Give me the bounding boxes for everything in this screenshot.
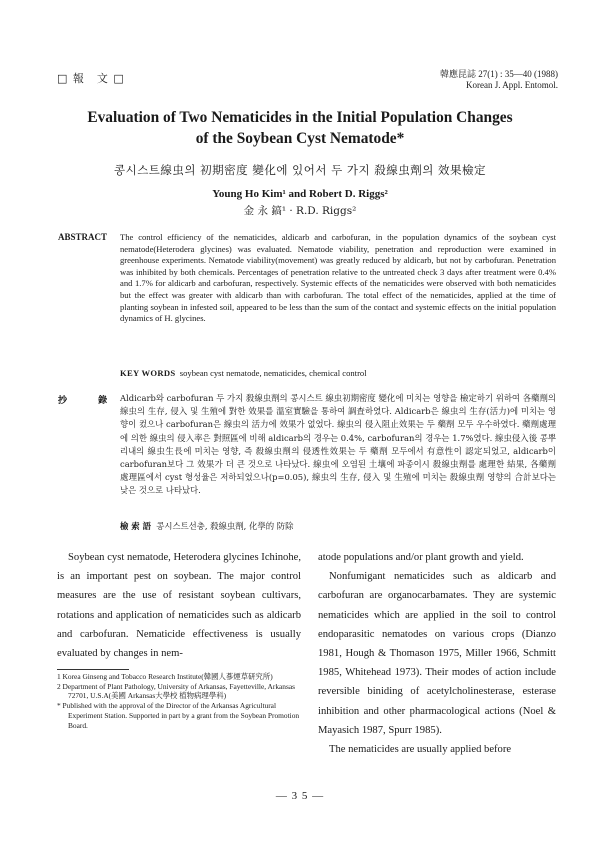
keywords xyxy=(120,368,556,378)
korean-abstract-label: 抄 錄 xyxy=(58,396,122,406)
body-column-right xyxy=(318,548,556,759)
paper-title-line1: Evaluation of Two Nematicides in the Initial Population Changes xyxy=(87,109,513,126)
section-label: □ 報 文 □ xyxy=(57,72,125,85)
body-paragraph: Soybean cyst nematode, Heterodera glycines Ichinohe, is an important pest on soybean. The major control measures are the use of resistant soybean cultivars, rotations and application of nematicides such as aldicarb and carbofuran. Nematicide effectiveness is usually evaluated by changes in nem- xyxy=(57,552,301,660)
authors-english: Young Ho Kim¹ and Robert D. Riggs² xyxy=(212,188,388,200)
footnote-3: * Published with the approval of the Director of the Arkansas Agricultural Experiment Station. Supported in part by a grant from the Soybean Promotion Board. xyxy=(57,701,300,730)
body-paragraph: The nematicides are usually applied before xyxy=(329,744,512,756)
paper-title xyxy=(20,107,580,149)
journal-citation-english: Korean J. Appl. Entomol. xyxy=(466,80,558,90)
keywords-label: KEY WORDS xyxy=(120,368,176,378)
body-paragraph: Nonfumigant nematicides such as aldicarb and carbofuran are organocarbamates. They are systemic nematicides which are applied in the soil to control endoparasitic nematodes on various crops (Dianzo 1981, Hough & Thomason 1975, Miller 1966, Schmitt 1985, Whitehead 1973). Their modes of action include reversible biniding of acetylcholinesterase, esterase inhibition and other pharmacological actions (Noel & Mayasich 1987, Spurr 1985). xyxy=(318,571,556,736)
footnote-divider xyxy=(57,669,129,670)
page-number: — 3 5 — xyxy=(275,790,325,802)
keywords-text: soybean cyst nematode, nematicides, chemical control xyxy=(179,368,367,378)
body-paragraph: atode populations and/or plant growth and yield. xyxy=(318,552,524,563)
footnote-1: 1 Korea Ginseng and Tobacco Research Institute(韓國人蔘煙草研究所) xyxy=(57,672,273,681)
authors-korean: 金 永 鎬¹ · R.D. Riggs² xyxy=(243,205,357,217)
footnotes xyxy=(57,672,301,730)
paper-title-line2: of the Soybean Cyst Nematode* xyxy=(195,130,405,147)
footnote-2: 2 Department of Plant Pathology, University of Arkansas, Fayetteville, Arkansas 72701, U.S.A(美國 Arkansas大學校 植物病理學科) xyxy=(57,681,296,701)
abstract-label: ABSTRACT xyxy=(58,232,108,242)
korean-keywords-text: 콩시스트선충, 殺線虫劑, 化學的 防除 xyxy=(156,521,294,531)
korean-keywords xyxy=(120,520,556,532)
journal-citation xyxy=(440,69,558,91)
korean-title: 콩시스트線虫의 初期密度 變化에 있어서 두 가지 殺線虫劑의 效果檢定 xyxy=(113,163,486,177)
abstract-text: The control efficiency of the nematicides, aldicarb and carbofuran, in the population dynamics of the soybean cyst nematode(Heterodera glycines) was evaluated. Nematode viability, penetration and reproduction were examined in greenhouse experiments. Nematode viability(movement) was greatly reduced by aldicarb, but not by carbofuran. Penetration was inhibited by both chemicals. Percentages of penetration relative to the untreated check 3 days after treatment were 0.4% and 1.7% for aldicarb and carbofuran, respectively. Systemic effects of the nematicides were observed with both nematicides but the effect was greater with aldicarb than with carbofuran. The total effect of the nematicides, applied at the time of planting soybean in infested soil, appeared to be less than the sum of the contact and systemic effects on the initial population dynamics of H. glycines. xyxy=(120,232,556,324)
body-column-left xyxy=(57,548,301,663)
korean-abstract-text: Aldicarb와 carbofuran 두 가지 殺線虫劑의 콩시스트 線虫初期密度 變化에 미치는 영향을 檢定하기 위하여 各藥劑의 線虫의 生存, 侵入 및 生殖에 對한 效果를 溫室實驗을 통하여 調査하였다. Aldicarb은 線虫의 生存(活力)에 미치는 영향이 컸으나 carbofuran은 線虫의 活力에 效果가 없었다. 線虫의 侵入阻止效果는 두 藥劑 모두 우수하였다. 藥劑處理에 의한 線虫의 侵入率은 對照區에 비해 aldicarb의 경우는 0.4%, carbofuran의 경우는 1.7%였다. 線虫侵入後 콩뿌리내의 線虫生長에 미치는 영향, 즉 殺線虫劑의 侵透性效果는 두 藥劑 모두에서 有意性이 認定되었고, aldicarb이 carbofuran보다 그 效果가 더 큰 것으로 나타났다. 線虫에 오염된 土壤에 파종이시 殺線虫劑를 處理한 結果, 各藥劑 處理區에서 cyst 형성율은 저하되었으나(p=0.05), 線虫의 生存, 侵入 및 生殖에 미치는 殺線虫劑 영향의 合計보다는 낮은 것으로 나타났다. xyxy=(120,393,556,496)
korean-keywords-label: 檢 索 語 xyxy=(120,521,151,531)
journal-citation-korean: 韓應昆誌 27(1) : 35—40 (1988) xyxy=(440,69,558,79)
